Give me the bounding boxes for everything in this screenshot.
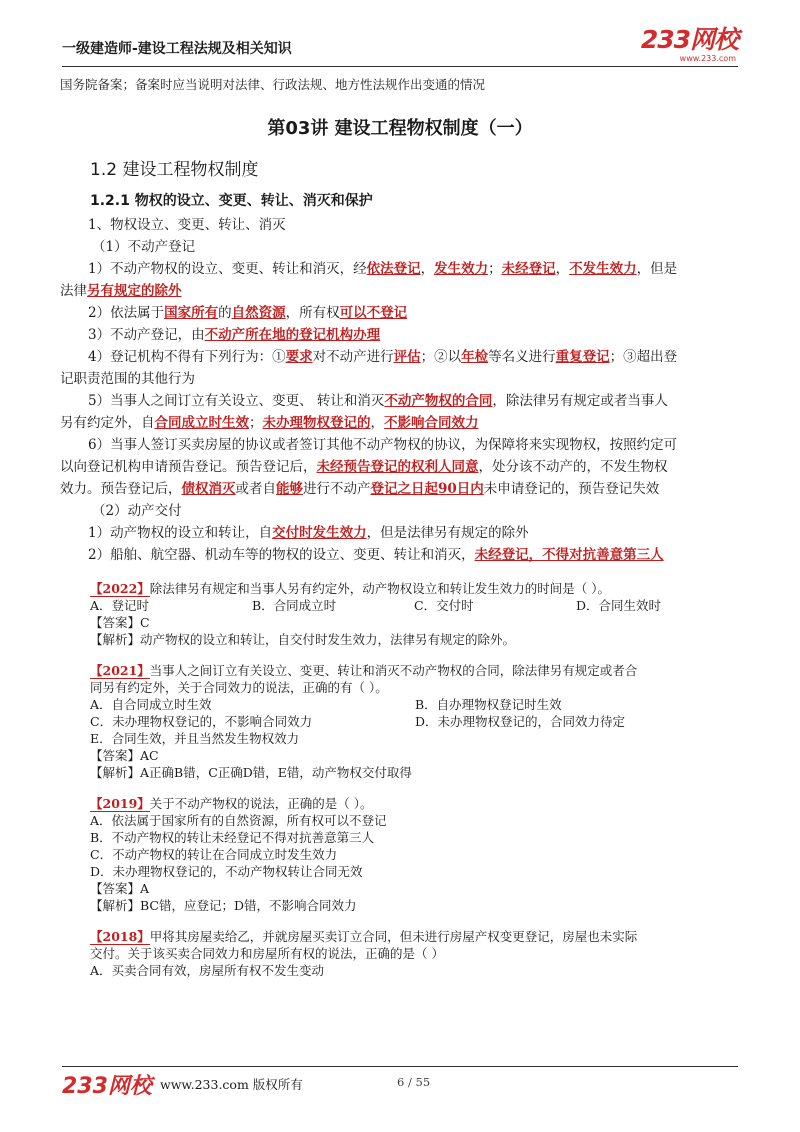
text: 法律	[60, 283, 87, 299]
paragraph-4-cont: 记职责范围的其他行为	[60, 371, 195, 387]
text: 2）船舶、航空器、机动车等的物权的设立、变更、转让和消灭，	[88, 547, 475, 563]
option-a: A．买卖合同有效，房屋所有权不发生变动	[90, 963, 325, 978]
option-c: C．交付时	[414, 598, 474, 613]
answer: 【答案】AC	[90, 748, 159, 763]
text: 1）不动产物权的设立、变更、转让和消灭，经	[88, 261, 367, 277]
question-2021	[60, 662, 740, 781]
paragraph-5-cont	[60, 412, 740, 434]
item-subheading: （1）不动产登记	[92, 239, 196, 255]
text: 1）动产物权的设立和转让，自	[88, 525, 273, 541]
text: ，处分该不动产的，不发生物权	[478, 459, 668, 475]
highlight: 另有规定的除外	[87, 283, 182, 299]
text: 未申请登记的，预告登记失效	[483, 481, 660, 497]
question-2019	[60, 795, 740, 914]
highlight: 不影响合同效力	[384, 415, 479, 431]
highlight: 要求	[285, 349, 313, 365]
document-body	[60, 74, 740, 979]
option-b: B．不动产物权的转让未经登记不得对抗善意第三人	[90, 830, 375, 845]
answer: 【答案】C	[90, 615, 150, 630]
page-number: 6 / 55	[397, 1075, 431, 1089]
question-year: 【2022】	[90, 581, 150, 596]
analysis: 【解析】BC错，应登记；D错，不影响合同效力	[90, 898, 357, 913]
option-a: A．自合同成立时生效	[90, 697, 212, 712]
text: 3）不动产登记，由	[88, 327, 205, 343]
footer-logo: 233网校	[62, 1074, 152, 1099]
item-subheading-2: （2）动产交付	[92, 503, 182, 519]
question-year: 【2019】	[90, 796, 150, 811]
subsection-heading: 1.2.1 物权的设立、变更、转让、消灭和保护	[90, 193, 373, 209]
paragraph-6: 6）当事人签订买卖房屋的协议或者签订其他不动产物权的协议，为保障将来实现物权，按照约定可	[88, 437, 678, 453]
option-d: D．未办理物权登记的，不动产物权转让合同无效	[90, 864, 363, 879]
logo-url: www.233.com	[679, 54, 736, 63]
question-year: 【2018】	[90, 929, 150, 944]
text: ；	[249, 415, 263, 431]
question-stem: 当事人之间订立有关设立、变更、转让和消灭不动产物权的合同，除法律另有规定或者合	[149, 663, 638, 678]
paragraph-1-cont	[60, 280, 740, 302]
option-a: A．登记时	[90, 598, 150, 613]
paragraph-4	[60, 346, 740, 368]
paragraph-5	[60, 390, 740, 412]
highlight: 登记之日起90日内	[370, 481, 484, 497]
question-2022	[60, 580, 740, 648]
text: ；	[488, 261, 502, 277]
text: ；②以	[420, 349, 462, 365]
highlight: 依法登记	[366, 261, 421, 277]
highlight: 债权消灭	[181, 481, 236, 497]
text: 5）当事人之间订立有关设立、变更、 转让和消灭	[88, 393, 385, 409]
highlight: 不动产所在地的登记机构办理	[204, 327, 381, 343]
text: ，	[555, 261, 570, 277]
answer: 【答案】A	[90, 881, 150, 896]
text: 4）登记机构不得有下列行为：①	[88, 349, 286, 365]
text: ，但是	[636, 261, 678, 277]
highlight: 年检	[461, 349, 489, 365]
option-a: A．依法属于国家所有的自然资源，所有权可以不登记	[90, 813, 387, 828]
paragraph-6-cont-2	[60, 478, 740, 500]
text: 等名义进行	[488, 349, 556, 365]
text: 的	[218, 305, 232, 321]
question-stem: 除法律另有规定和当事人另有约定外，动产物权设立和转让发生效力的时间是（ ）。	[149, 581, 611, 596]
lecture-title: 第03讲 建设工程物权制度（一）	[267, 118, 533, 139]
paragraph-7	[60, 522, 740, 544]
question-stem: 甲将其房屋卖给乙，并就房屋买卖订立合同，但未进行房屋产权变更登记，房屋也未实际	[149, 929, 638, 944]
item-heading: 1、物权设立、变更、转让、消灭	[88, 217, 286, 233]
question-stem-cont: 交付。关于该买卖合同效力和房屋所有权的说法，正确的是（ ）	[90, 946, 444, 961]
option-e: E．合同生效，并且当然发生物权效力	[90, 731, 300, 746]
section-heading: 1.2 建设工程物权制度	[90, 160, 259, 180]
highlight: 能够	[276, 481, 303, 497]
highlight: 未经预告登记的权利人同意	[316, 459, 479, 475]
highlight: 可以不登记	[339, 305, 408, 321]
intro-paragraph: 国务院备案；备案时应当说明对法律、行政法规、地方性法规作出变通的情况	[60, 77, 486, 92]
highlight: 不发生效力	[569, 261, 637, 277]
question-year: 【2021】	[90, 663, 150, 678]
footer-site: www.233.com 版权所有	[160, 1077, 303, 1092]
text: ，所有权	[285, 305, 340, 321]
highlight: 交付时发生效力	[272, 525, 367, 541]
paragraph-1	[60, 258, 740, 280]
logo-text: 233网校	[640, 25, 738, 54]
text: ，但是法律另有规定的除外	[366, 525, 529, 541]
paragraph-2	[60, 302, 740, 324]
paragraph-3	[60, 324, 740, 346]
highlight: 未经登记	[501, 261, 556, 277]
question-2018	[60, 928, 740, 979]
page-header	[62, 26, 738, 67]
header-title: 一级建造师-建设工程法规及相关知识	[62, 41, 292, 57]
highlight: 未经登记，不得对抗善意第三人	[474, 547, 664, 563]
text: ，除法律另有规定或者当事人	[492, 393, 668, 409]
text: 另有约定外，自	[60, 415, 155, 431]
analysis: 【解析】动产物权的设立和转让，自交付时发生效力，法律另有规定的除外。	[90, 632, 516, 647]
text: ，	[370, 415, 384, 431]
question-stem-cont: 同另有约定外，关于合同效力的说法，正确的有（ ）。	[90, 680, 388, 695]
highlight: 重复登记	[555, 349, 610, 365]
option-c: C．不动产物权的转让在合同成立时发生效力	[90, 847, 338, 862]
text: 2）依法属于	[88, 305, 165, 321]
option-d: D．未办理物权登记的，合同效力待定	[415, 714, 626, 729]
highlight: 未办理物权登记的	[262, 415, 371, 431]
option-b: B．合同成立时	[252, 598, 337, 613]
highlight: 不动产物权的合同	[384, 393, 493, 409]
option-c: C．未办理物权登记的，不影响合同效力	[90, 714, 313, 729]
question-stem: 关于不动产物权的说法，正确的是（ ）。	[149, 796, 373, 811]
text: 进行不动产	[303, 481, 371, 497]
text: 或者自	[235, 481, 276, 497]
page-footer	[62, 1066, 738, 1097]
text: 效力。预告登记后，	[60, 481, 182, 497]
paragraph-8	[60, 544, 740, 566]
highlight: 自然资源	[231, 305, 286, 321]
highlight: 发生效力	[434, 261, 489, 277]
analysis: 【解析】A正确B错，C正确D错，E错，动产物权交付取得	[90, 765, 412, 780]
text: 对不动产进行	[312, 349, 394, 365]
text: ，	[420, 261, 435, 277]
highlight: 合同成立时生效	[154, 415, 249, 431]
brand-logo	[641, 26, 738, 63]
paragraph-6-cont-1	[60, 456, 740, 478]
option-b: B．自办理物权登记时生效	[415, 697, 562, 712]
text: ；③超出登	[609, 349, 678, 365]
option-d: D．合同生效时	[576, 598, 662, 613]
highlight: 国家所有	[164, 305, 219, 321]
highlight: 评估	[393, 349, 421, 365]
text: 以向登记机构申请预告登记。预告登记后，	[60, 459, 317, 475]
